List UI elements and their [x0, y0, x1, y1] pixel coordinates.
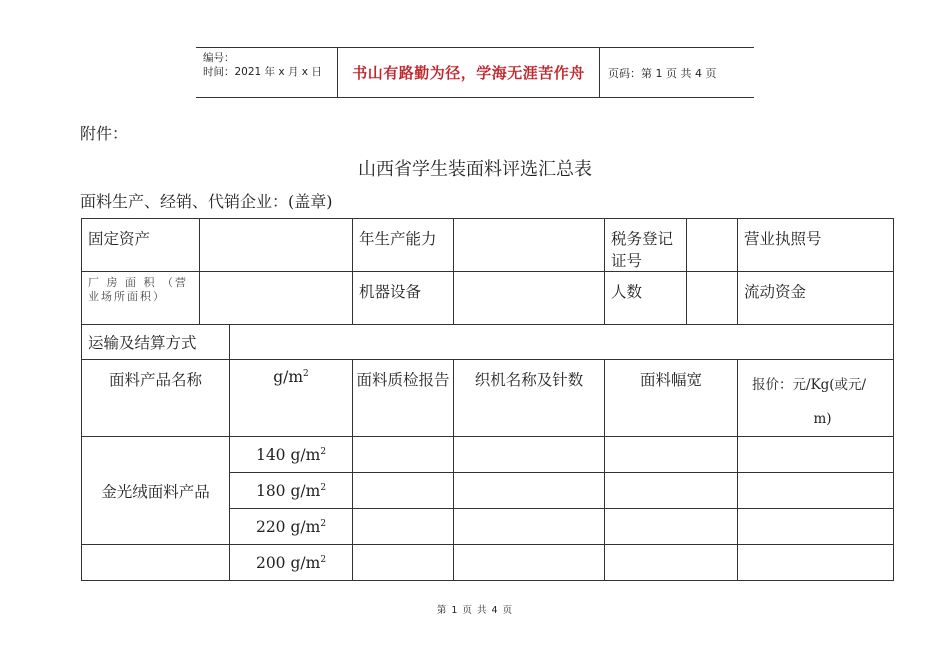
table-header-cell: 面料质检报告: [353, 360, 454, 437]
table-cell[interactable]: [605, 545, 738, 581]
table-row: [82, 360, 894, 437]
table-cell[interactable]: [353, 437, 454, 473]
document-subtitle: 面料生产、经销、代销企业：(盖章): [80, 192, 333, 211]
header-meta: [196, 48, 338, 97]
attachment-label: 附件：: [80, 124, 129, 143]
table-cell: 营业执照号: [738, 219, 894, 272]
weight-superscript: 2: [320, 446, 327, 457]
table-cell[interactable]: [454, 437, 605, 473]
header-motto: 书山有路勤为径，学海无涯苦作舟: [338, 48, 600, 97]
table-cell[interactable]: [738, 473, 894, 509]
summary-table: [81, 218, 894, 581]
header-page-info: 页码：第 1 页 共 4 页: [608, 66, 717, 80]
table-cell: 机器设备: [353, 272, 454, 325]
weight-cell: [230, 509, 353, 545]
table-row: [82, 272, 894, 325]
table-cell[interactable]: [738, 509, 894, 545]
table-cell[interactable]: [738, 437, 894, 473]
table-cell[interactable]: [605, 437, 738, 473]
weight-cell: [230, 437, 353, 473]
weight-value: 180 g/m: [255, 481, 321, 500]
table-cell: 厂 房 面 积 （营业场所面积）: [82, 272, 200, 325]
table-cell[interactable]: [230, 325, 894, 360]
weight-superscript: 2: [320, 554, 327, 565]
table-header-cell: [738, 360, 894, 437]
unit-superscript: 2: [303, 368, 309, 379]
table-cell[interactable]: [454, 272, 605, 325]
price-header-line-1: 报价：元/Kg(或元/: [752, 377, 867, 393]
table-cell[interactable]: [687, 219, 738, 272]
table-header-cell: [230, 360, 353, 437]
weight-cell: [230, 545, 353, 581]
table-cell: 流动资金: [738, 272, 894, 325]
table-header-cell: 织机名称及针数: [454, 360, 605, 437]
product-name-cell: 金光绒面料产品: [82, 437, 230, 545]
weight-value: 220 g/m: [255, 517, 321, 536]
table-cell[interactable]: [605, 509, 738, 545]
table-cell: 税务登记证号: [605, 219, 687, 272]
table-row: [82, 545, 894, 581]
table-cell[interactable]: [605, 473, 738, 509]
table-cell: 运输及结算方式: [82, 325, 230, 360]
table-cell[interactable]: [454, 509, 605, 545]
table-cell[interactable]: [353, 545, 454, 581]
unit-label: g/m: [273, 368, 304, 386]
table-cell: 年生产能力: [353, 219, 454, 272]
table-cell[interactable]: [200, 219, 353, 272]
date-label: 时间：2021 年 x 月 x 日: [203, 66, 322, 78]
page-footer: 第 1 页 共 4 页: [436, 605, 514, 616]
table-header-cell: 面料幅宽: [605, 360, 738, 437]
table-cell[interactable]: [82, 545, 230, 581]
weight-superscript: 2: [320, 482, 327, 493]
table-row: [82, 437, 894, 473]
table-cell[interactable]: [200, 272, 353, 325]
table-row: [82, 219, 894, 272]
table-cell[interactable]: [454, 219, 605, 272]
table-cell[interactable]: [353, 473, 454, 509]
table-cell[interactable]: [353, 509, 454, 545]
weight-superscript: 2: [320, 518, 327, 529]
weight-value: 200 g/m: [255, 553, 321, 572]
table-cell[interactable]: [454, 545, 605, 581]
table-header-cell: 面料产品名称: [82, 360, 230, 437]
table-cell[interactable]: [454, 473, 605, 509]
weight-value: 140 g/m: [255, 445, 321, 464]
number-label: 编号：: [203, 52, 235, 64]
weight-cell: [230, 473, 353, 509]
table-cell: 人数: [605, 272, 687, 325]
table-cell[interactable]: [687, 272, 738, 325]
document-title: 山西省学生装面料评选汇总表: [358, 159, 592, 180]
page-header: [196, 47, 754, 98]
price-header-line-2: m): [813, 411, 832, 427]
table-cell: 固定资产: [82, 219, 200, 272]
table-row: [82, 325, 894, 360]
table-cell[interactable]: [738, 545, 894, 581]
